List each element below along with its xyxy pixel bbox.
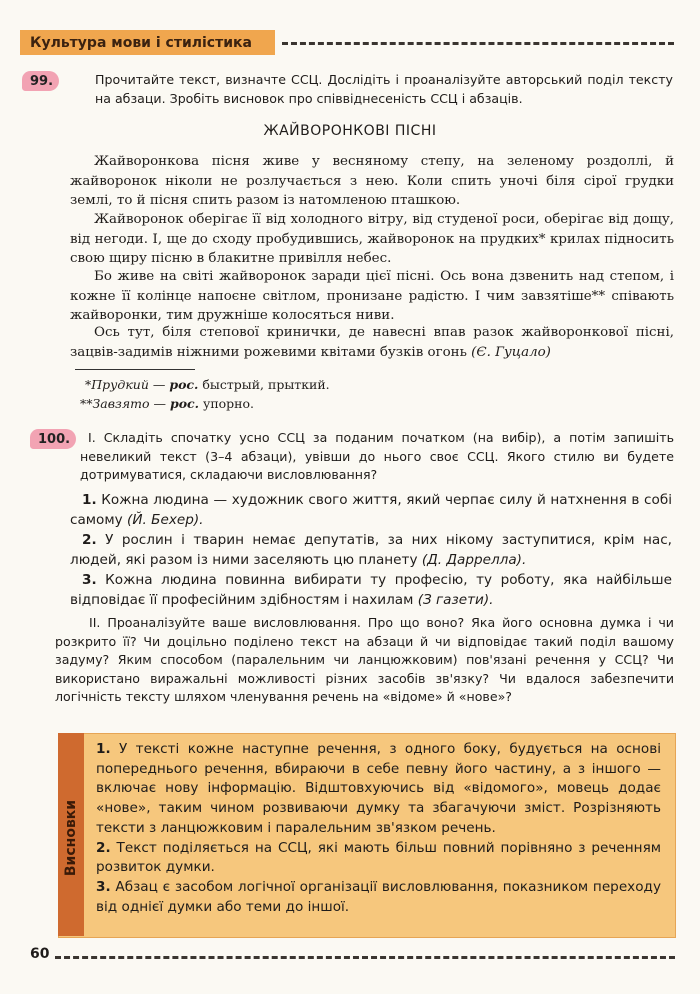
sample-2-number: 2.: [82, 532, 97, 548]
text-author: (Є. Гуцало): [471, 344, 551, 360]
conclusion-3: [96, 878, 661, 917]
header-divider: [282, 42, 674, 45]
conclusion-3-text: Абзац є засобом логічної організації висловлювання, показником переходу від однієї думки або теми до іншої.: [96, 878, 661, 915]
text-title: ЖАЙВОРОНКОВІ ПІСНІ: [263, 123, 437, 139]
footnote-1: *Прудкий — рос. быстрый, прыткий.: [85, 377, 330, 392]
section-title: Культура мови і стилістика: [30, 34, 252, 51]
sample-2: [70, 530, 672, 570]
task-100-number: 100.: [38, 431, 71, 447]
footnote-1-lang: рос.: [169, 377, 199, 392]
task-100-badge: [30, 429, 76, 449]
sample-3-source: (З газети).: [417, 592, 494, 608]
footnote-divider: [75, 369, 195, 370]
task-100-part-1: I. Складіть спочатку усно ССЦ за поданим початком (на вибір), а потім запишіть невеликий текст (3–4 абзаци), увівши до нього своє ССЦ. Якого стилю ви будете дотримуватися, складаючи висловлювання?: [80, 430, 674, 482]
task-99-instruction: Прочитайте текст, визначте ССЦ. Дослідіть і проаналізуйте авторський поділ тексту на абзаци. Зробіть висновок про співвіднесеність ССЦ і абзаців.: [95, 72, 673, 106]
footnote-2-translation: упорно.: [199, 396, 255, 411]
footnote-1-word: *Прудкий: [85, 377, 149, 392]
conclusion-2-text: Текст поділяється на ССЦ, які мають більш повний порівняно з реченням розвиток думки.: [96, 839, 661, 876]
sample-3: [70, 570, 672, 610]
page-number: 60: [30, 946, 50, 962]
paragraph-4-text: Ось тут, біля степової кринички, де навесні впав разок жайворонкової пісні, зацвів-задимів ніжними рожевими квітами бузків огонь: [70, 325, 674, 360]
task-99-badge: [22, 71, 59, 91]
sample-1: [70, 490, 672, 530]
sample-3-number: 3.: [82, 572, 97, 588]
conclusion-1-number: 1.: [96, 741, 111, 757]
footnote-2-lang: рос.: [169, 396, 199, 411]
sample-1-source: (Й. Бехер).: [127, 512, 204, 528]
paragraph-3: Бо живе на світі жайворонок заради цієї пісні. Ось вона дзвенить над степом, і кожне її колінце напоєне світлом, пронизане радістю. І чим завзятіше** співають жайворонки, тим дружніше колосяться ниви.: [70, 269, 674, 323]
section-header: [20, 30, 275, 55]
conclusions-label: Висновки: [63, 799, 79, 877]
sample-3-text: Кожна людина повинна вибирати ту професію, ту роботу, яка найбільше відповідає її професійним здібностям і нахилам: [70, 572, 672, 608]
paragraph-4: [70, 323, 674, 362]
footnote-1-translation: быстрый, прыткий.: [198, 377, 330, 392]
footer-divider: [55, 956, 675, 959]
task-100-part-2: II. Проаналізуйте ваше висловлювання. Про що воно? Яка його основна думка і чи розкрито її? Чи доцільно поділено текст на абзаци й чи відповідає такий поділ вашому задуму? Яким способом (паралельним чи ланцюжковим) пов'язані речення у ССЦ? Чи використано виражальні можливості різних засобів зв'язку? Чи вдалося забезпечити логічність тексту шляхом членування речень на «відоме» й «нове»?: [55, 615, 674, 704]
sample-2-text: У рослин і тварин немає депутатів, за них нікому заступитися, крім нас, людей, які разом із ними заселяють цю планету: [70, 532, 673, 568]
sample-1-text: Кожна людина — художник свого життя, який черпає силу й натхнення в собі самому: [70, 492, 672, 528]
conclusion-3-number: 3.: [96, 878, 111, 895]
task-99-number: 99.: [30, 73, 54, 89]
paragraph-2: Жайворонок оберігає її від холодного вітру, від студеної роси, оберігає від дощу, від негоди. І, ще до сходу пробудившись, жайворонок на прудких* крилах підносить свою щиру пісню в блакитне привілля небес.: [70, 212, 674, 266]
conclusions-text: [96, 740, 661, 917]
conclusion-2: [96, 839, 661, 878]
conclusion-1-text: У тексті кожне наступне речення, з одного боку, будується на основі попереднього речення, вбираючи в себе певну його частину, а з іншого — включає нову інформацію. Відштовхуючись від «відомого», мовець додає «нове», таким чином розвиваючи думку та збагачуючи зміст. Розрізняють тексти з ланцюжковим і паралельним зв'язком речень.: [96, 741, 662, 836]
footnote-2-word: **Завзято: [80, 396, 150, 411]
conclusion-2-number: 2.: [96, 839, 111, 856]
sample-2-source: (Д. Даррелла).: [421, 552, 527, 568]
sample-1-number: 1.: [82, 492, 97, 508]
paragraph-1: Жайворонкова пісня живе у весняному степу, на зеленому роздоллі, й жайворонок ніколи не розлучається з нею. Коли спить уночі біля сірої грудки землі, то й пісня спить разом із натомленою пташкою.: [70, 154, 674, 208]
footnote-2: **Завзято — рос. упорно.: [80, 396, 255, 411]
conclusion-1: [96, 740, 661, 839]
